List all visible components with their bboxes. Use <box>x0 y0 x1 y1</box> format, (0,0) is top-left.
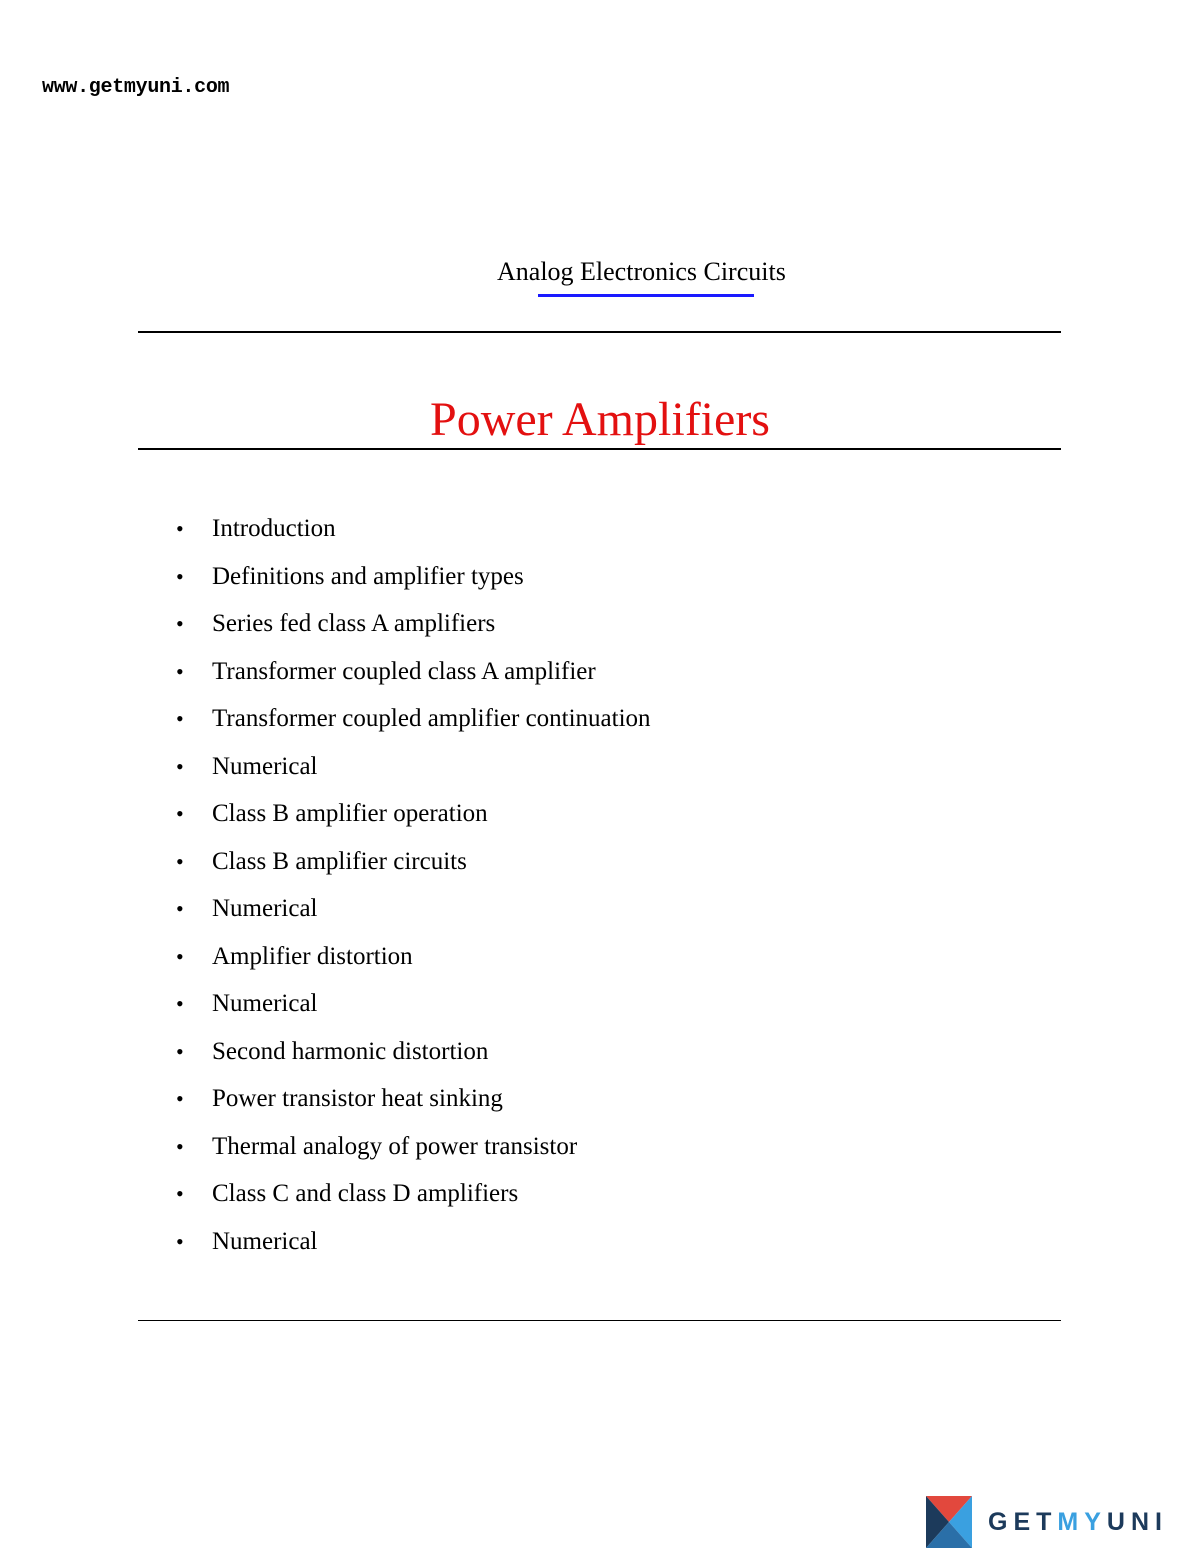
topic-label: Numerical <box>212 752 318 780</box>
getmyuni-logo <box>926 1496 1168 1548</box>
topic-item <box>176 797 651 845</box>
bullet-icon: • <box>176 1038 184 1064</box>
topic-item <box>176 1082 651 1130</box>
bullet-icon: • <box>176 611 184 636</box>
topic-item <box>176 1177 651 1225</box>
bullet-icon: • <box>176 1181 184 1206</box>
bullet-icon: • <box>176 943 184 969</box>
topic-item <box>176 940 651 988</box>
document-title: Power Amplifiers <box>430 393 770 446</box>
topic-item <box>176 560 651 608</box>
document-subject: Analog Electronics Circuits <box>497 257 786 286</box>
topic-label: Second harmonic distortion <box>212 1037 489 1065</box>
topic-label: Numerical <box>212 990 318 1017</box>
top-divider <box>138 331 1061 333</box>
bullet-icon: • <box>176 896 184 921</box>
topic-item <box>176 512 651 560</box>
topic-label: Definitions and amplifier types <box>212 562 524 590</box>
bullet-icon: • <box>176 516 184 541</box>
topic-label: Class B amplifier operation <box>212 800 488 827</box>
topic-label: Introduction <box>212 515 336 542</box>
bullet-icon: • <box>176 658 184 684</box>
topic-label: Transformer coupled class A amplifier <box>212 657 596 685</box>
topic-item <box>176 702 651 750</box>
subject-underline <box>538 294 754 297</box>
bullet-icon: • <box>176 991 184 1016</box>
title-divider <box>138 448 1061 450</box>
topic-label: Class C and class D amplifiers <box>212 1180 519 1207</box>
bottom-divider <box>138 1320 1061 1321</box>
bullet-icon: • <box>176 563 184 589</box>
logo-wordmark: GETMYUNI <box>988 1507 1168 1536</box>
topic-item <box>176 1225 651 1273</box>
topic-item <box>176 987 651 1035</box>
topic-item <box>176 892 651 940</box>
topic-item <box>176 1035 651 1083</box>
bullet-icon: • <box>176 848 184 874</box>
bullet-icon: • <box>176 706 184 731</box>
topic-label: Numerical <box>212 895 318 922</box>
topic-item <box>176 845 651 893</box>
topic-item <box>176 1130 651 1178</box>
topic-item <box>176 655 651 703</box>
topic-label: Class B amplifier circuits <box>212 847 467 875</box>
getmyuni-x-logo-icon <box>926 1496 972 1548</box>
bullet-icon: • <box>176 1086 184 1111</box>
topic-item <box>176 607 651 655</box>
bullet-icon: • <box>176 753 184 779</box>
topic-label: Series fed class A amplifiers <box>212 610 496 637</box>
topic-label: Amplifier distortion <box>212 942 413 970</box>
topic-label: Numerical <box>212 1227 318 1255</box>
topic-label: Thermal analogy of power transistor <box>212 1132 578 1160</box>
bullet-icon: • <box>176 801 184 826</box>
topic-item <box>176 750 651 798</box>
topic-label: Power transistor heat sinking <box>212 1085 503 1112</box>
bullet-icon: • <box>176 1228 184 1254</box>
topic-label: Transformer coupled amplifier continuation <box>212 705 651 732</box>
topic-list <box>176 512 651 1272</box>
site-url: www.getmyuni.com <box>42 76 230 99</box>
bullet-icon: • <box>176 1133 184 1159</box>
